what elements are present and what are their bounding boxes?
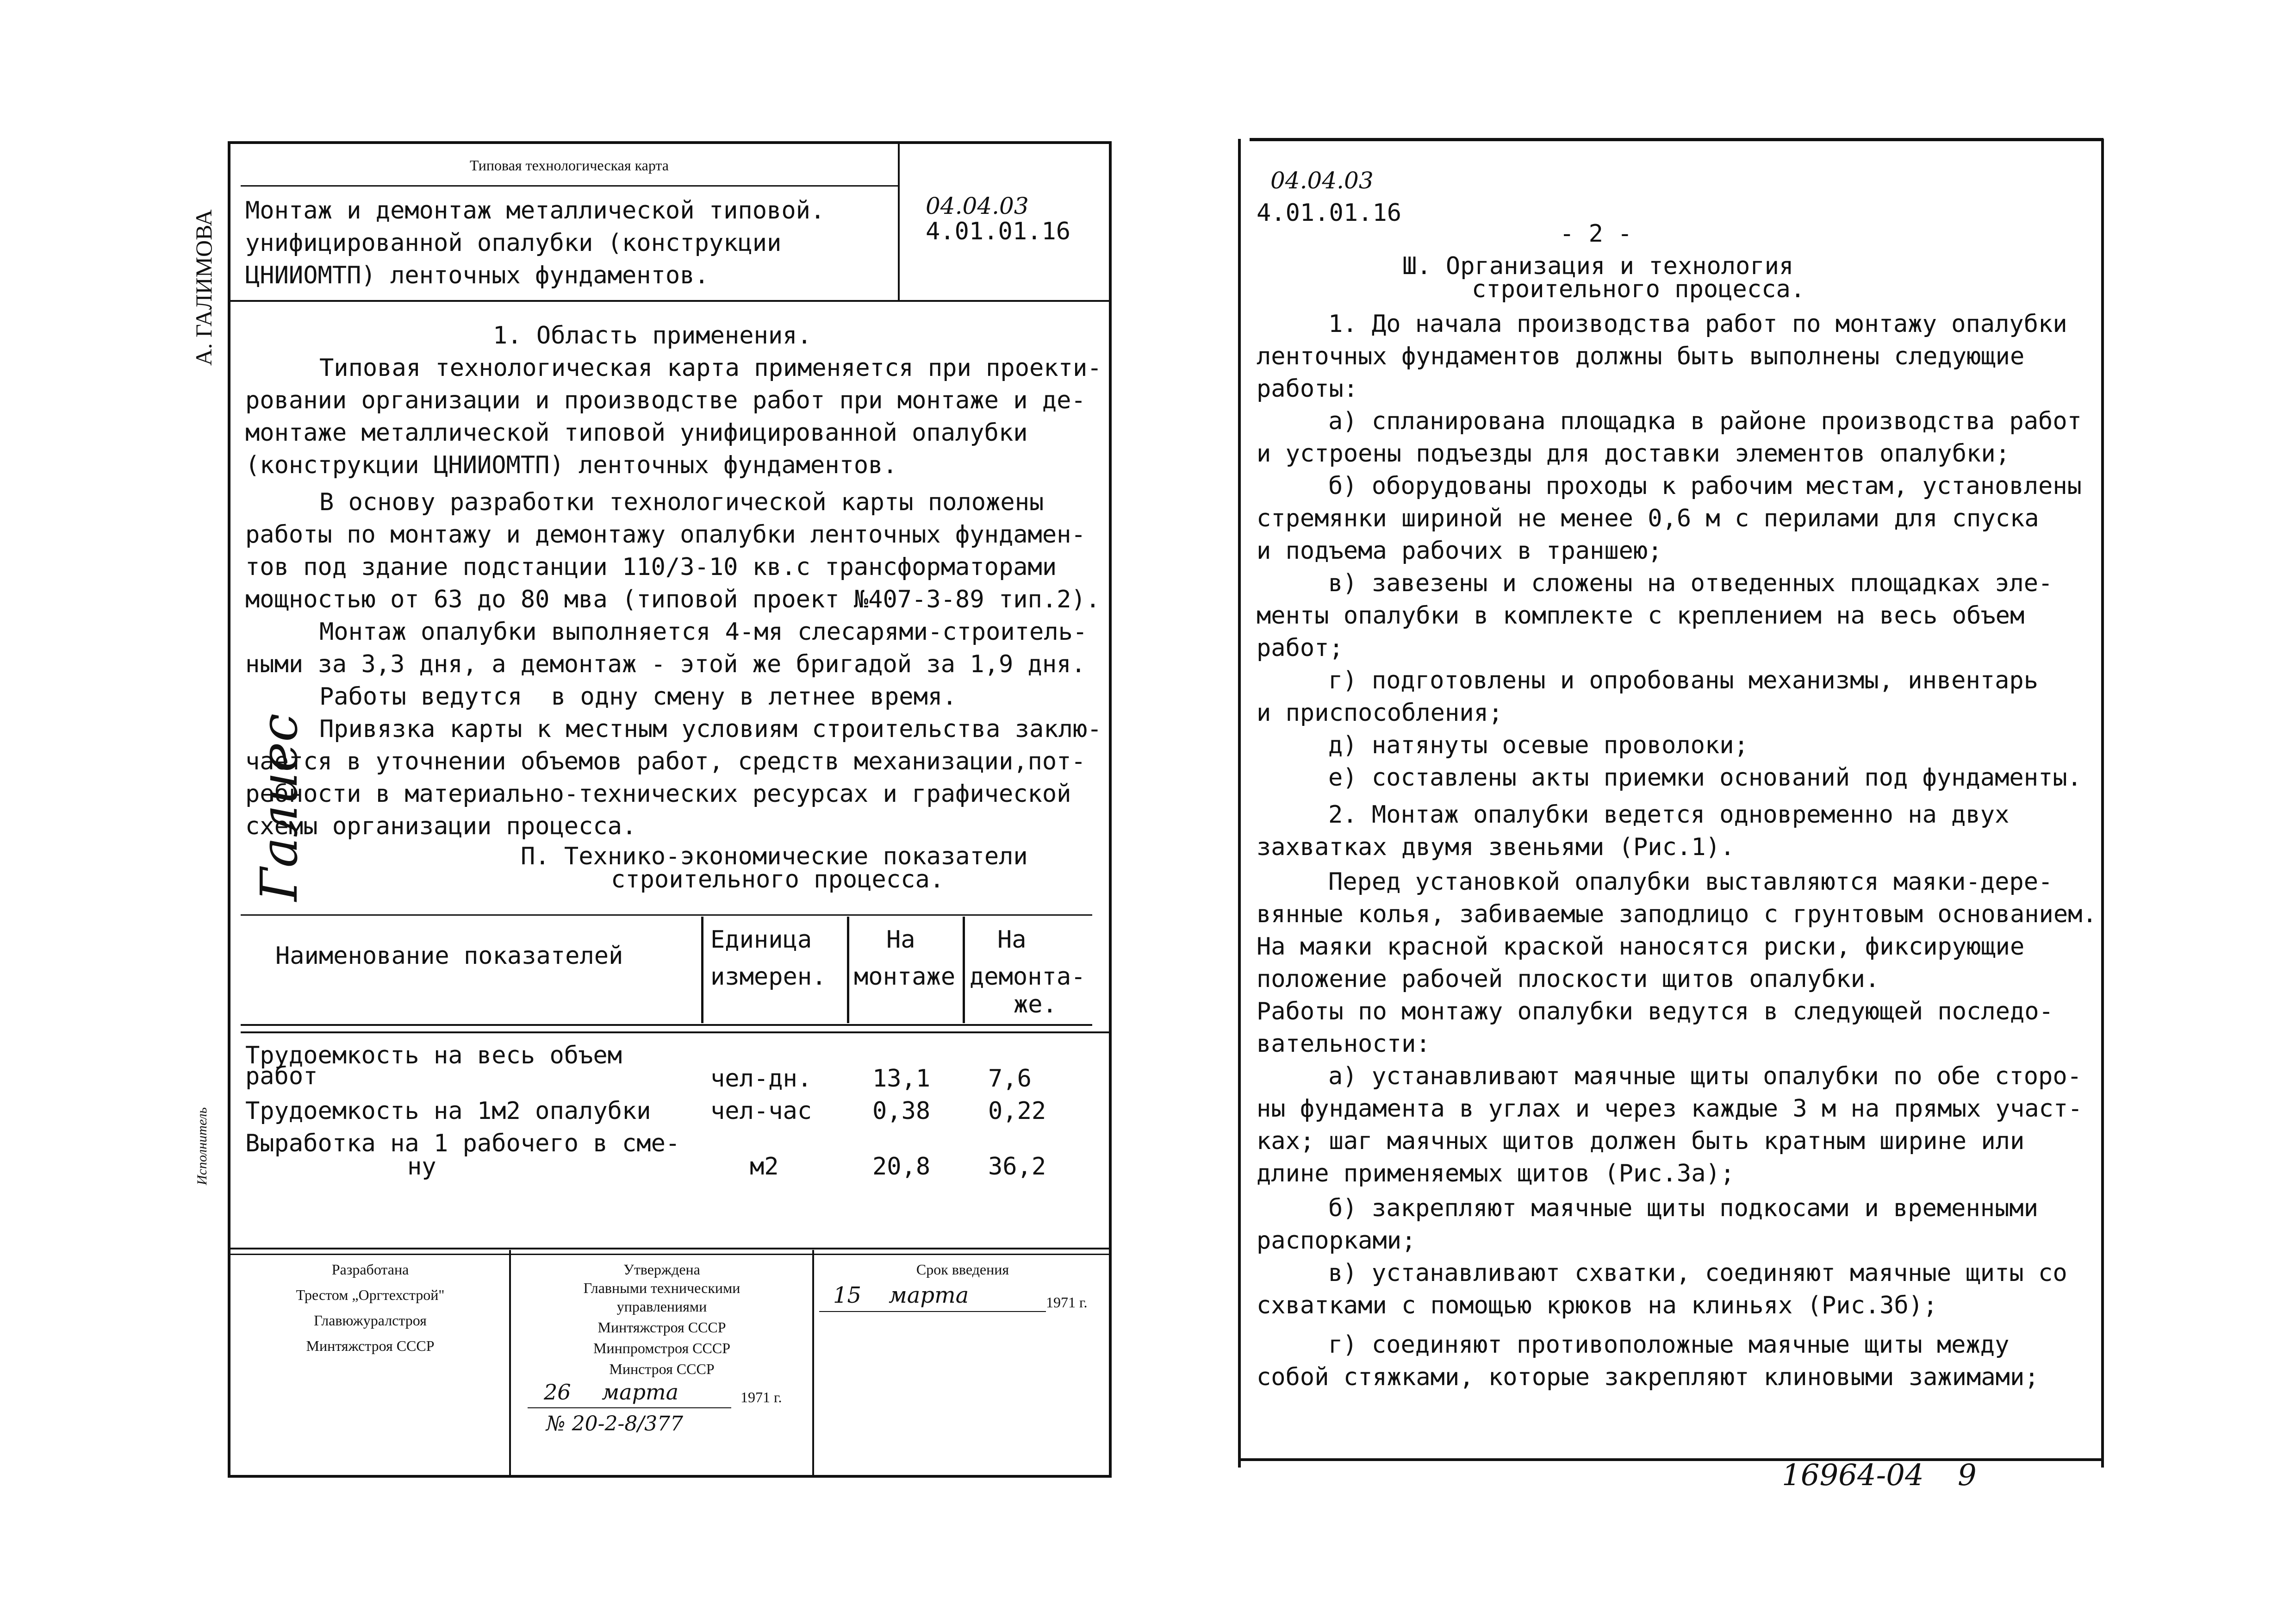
r-line-18: Перед установкой опалубки выставляются маяки-дере- (1328, 868, 2053, 896)
r-line-1: 1. До начала производства работ по монтажу опалубки (1328, 310, 2067, 338)
r-line-10: менты опалубки в комплекте с креплением на весь объем (1257, 602, 2025, 630)
right-code-printed: 4.01.01.16 (1257, 199, 1402, 227)
footer-col2-line-5: Минпромстроя СССР (593, 1340, 730, 1356)
row1-name-1: Трудоемкость на весь объем (245, 1042, 622, 1069)
row3-name-2: ну (407, 1153, 436, 1181)
footer-col2-line-6: Минстроя СССР (609, 1361, 715, 1377)
r-line-32: г) соединяют противоположные маячные щиты между (1328, 1331, 2010, 1359)
left-code-printed: 4.01.01.16 (926, 218, 1071, 245)
left-header-divider (898, 141, 900, 301)
row2-mount: 0,38 (872, 1097, 931, 1125)
s1-line-12: Привязка карты к местным условиям строительства заклю- (319, 715, 1102, 743)
approval-date-month: марта (602, 1380, 679, 1405)
th-dismount-2: демонта- (970, 963, 1086, 991)
footer-col2-line-2: Главными техническими (583, 1280, 740, 1296)
r-line-24: а) устанавливают маячные щиты опалубки по обе сторо- (1328, 1062, 2082, 1090)
r-line-17: захватках двумя звеньями (Рис.1). (1257, 833, 1735, 861)
left-header-underline (241, 185, 898, 187)
r-line-12: г) подготовлены и опробованы механизмы, инвентарь (1328, 667, 2039, 694)
section2-heading-1: П. Технико-экономические показатели (521, 843, 1028, 870)
r-line-31: схватками с помощью крюков на клиньях (Рис.3б); (1257, 1292, 1938, 1319)
s1-line-2: ровании организации и производстве работ при монтаже и де- (245, 387, 1086, 414)
effective-date-month: марта (889, 1282, 969, 1308)
table-top-rule (241, 914, 1092, 916)
row1-unit: чел-дн. (710, 1065, 812, 1093)
title-line-3: ЦНИИОМТП) ленточных фундаментов. (245, 262, 709, 289)
table-header-rule-2 (241, 1031, 1111, 1033)
s1-line-9: Монтаж опалубки выполняется 4-мя слесарями-строитель- (319, 618, 1088, 646)
left-code-handwritten: 04.04.03 (926, 193, 1029, 219)
footer-col1-line-1: Разработана (331, 1261, 409, 1278)
r-line-21: положение рабочей плоскости щитов опалубки. (1257, 965, 1880, 993)
approval-date-day: 26 (544, 1380, 571, 1405)
title-line-2: унифицированной опалубки (конструкции (245, 229, 782, 257)
row2-name-1: Трудоемкость на 1м2 опалубки (245, 1097, 651, 1125)
right-frame-top (1250, 138, 2103, 141)
right-frame-left (1238, 139, 1241, 1468)
s1-line-10: ными за 3,3 дня, а демонтаж - этой же бригадой за 1,9 дня. (245, 650, 1086, 678)
side-author-label: А. ГАЛИМОВА (191, 209, 217, 366)
left-frame-top (229, 141, 1111, 144)
row3-unit: м2 (750, 1153, 779, 1181)
s1-line-7: тов под здание подстанции 110/3-10 кв.с трансформаторами (245, 553, 1057, 581)
approval-date-year: 1971 г. (740, 1389, 782, 1405)
s1-line-4: (конструкции ЦНИИОМТП) ленточных фундаментов. (245, 451, 897, 479)
r-line-9: в) завезены и сложены на отведенных площадках эле- (1328, 569, 2053, 597)
r-line-33: собой стяжками, которые закрепляют клиновыми зажимами; (1257, 1363, 2039, 1391)
row3-dismount: 36,2 (988, 1153, 1046, 1181)
footer-col2-line-3: управлениями (616, 1298, 707, 1315)
r-line-8: и подъема рабочих в траншею; (1257, 537, 1662, 565)
footer-col1-line-4: Минтяжстроя СССР (306, 1337, 435, 1354)
th-unit-2: измерен. (710, 963, 827, 991)
footer-col2-line-4: Минтяжстроя СССР (597, 1319, 726, 1336)
table-col-divider-1 (701, 917, 703, 1023)
th-dismount-1: На (997, 926, 1027, 954)
section3-heading-2: строительного процесса. (1472, 275, 1805, 303)
th-mount-1: На (886, 926, 915, 954)
r-line-11: работ; (1257, 634, 1344, 662)
r-line-14: д) натянуты осевые проволоки; (1328, 731, 1748, 759)
left-frame-bottom (228, 1475, 1112, 1478)
row3-mount: 20,8 (872, 1153, 931, 1181)
r-line-3: работы: (1257, 375, 1358, 403)
header-label: Типовая технологическая карта (470, 157, 669, 174)
r-line-4: а) спланирована площадка в районе производства работ (1328, 407, 2082, 435)
table-col-divider-3 (963, 917, 965, 1023)
footer-top-rule-2 (229, 1254, 1111, 1255)
r-line-13: и приспособления; (1257, 699, 1503, 727)
r-line-29: распорками; (1257, 1227, 1416, 1255)
r-line-6: б) оборудованы проходы к рабочим местам, установлены (1328, 472, 2082, 500)
s1-line-3: монтаже металлической типовой унифицированной опалубки (245, 419, 1028, 447)
r-line-15: е) составлены акты приемки оснований под фундаменты. (1328, 764, 2082, 792)
left-frame-left (228, 141, 230, 1477)
effective-date-year: 1971 г. (1046, 1294, 1088, 1311)
row2-unit: чел-час (710, 1097, 812, 1125)
r-line-25: ны фундамента в углах и через каждые 3 м на прямых участ- (1257, 1095, 2083, 1123)
th-mount-2: монтаже (854, 963, 956, 991)
footer-col1-line-3: Главюжуралстроя (314, 1312, 427, 1329)
left-header-bottom (229, 300, 1111, 302)
table-header-rule (241, 1024, 1092, 1026)
r-line-20: На маяки красной краской наносятся риски, фиксирующие (1257, 933, 2025, 961)
approval-date-underline (528, 1407, 731, 1408)
r-line-30: в) устанавливают схватки, соединяют маячные щиты со (1328, 1259, 2067, 1287)
th-dismount-3: же. (1014, 991, 1057, 1018)
title-line-1: Монтаж и демонтаж металлической типовой. (245, 197, 825, 225)
r-line-22: Работы по монтажу опалубки ведутся в следующей последо- (1257, 998, 2053, 1025)
r-line-23: вательности: (1257, 1030, 1431, 1058)
th-name: Наименование показателей (275, 942, 623, 970)
bottom-code: 16964-04 (1782, 1458, 1924, 1493)
s1-line-14: ребности в материально-технических ресурсах и графической (245, 780, 1071, 808)
side-signature: Галиес (249, 713, 309, 902)
r-line-5: и устроены подъезды для доставки элементов опалубки; (1257, 440, 2010, 468)
footer-col3-label: Срок введения (916, 1261, 1009, 1278)
section1-heading: 1. Область применения. (493, 322, 812, 350)
row3-name-1: Выработка на 1 рабочего в сме- (245, 1130, 680, 1157)
s1-line-15: схемы организации процесса. (245, 812, 637, 840)
s1-line-5: В основу разработки технологической карты положены (319, 488, 1044, 516)
page-number: - 2 - (1560, 220, 1632, 248)
s1-line-1: Типовая технологическая карта применяется при проекти- (319, 354, 1102, 382)
s1-line-8: мощностью от 63 до 80 мва (типовой проект №407-3-89 тип.2). (245, 586, 1101, 613)
r-line-7: стремянки шириной не менее 0,6 м с перилами для спуска (1257, 505, 2039, 532)
s1-line-11: Работы ведутся в одну смену в летнее время. (319, 683, 957, 711)
right-frame-right (2101, 139, 2104, 1468)
footer-divider-1 (509, 1250, 511, 1477)
r-line-2: ленточных фундаментов должны быть выполнены следующие (1257, 343, 2025, 370)
section2-heading-2: строительного процесса. (611, 866, 945, 893)
table-col-divider-2 (847, 917, 849, 1023)
row1-dismount: 7,6 (988, 1065, 1032, 1093)
bottom-page-number: 9 (1958, 1458, 1977, 1493)
footer-col1-line-2: Трестом „Оргтехстрой" (296, 1287, 445, 1303)
r-line-26: ках; шаг маячных щитов должен быть кратным ширине или (1257, 1127, 2025, 1155)
row2-dismount: 0,22 (988, 1097, 1046, 1125)
row1-mount: 13,1 (872, 1065, 931, 1093)
footer-divider-2 (812, 1250, 814, 1477)
r-line-19: вянные колья, забиваемые заподлицо с грунтовым основанием. (1257, 900, 2097, 928)
section3-heading-1: Ш. Организация и технология (1402, 252, 1794, 280)
r-line-16: 2. Монтаж опалубки ведется одновременно на двух (1328, 801, 2010, 829)
footer-top-rule (229, 1248, 1111, 1249)
footer-col2-line-1: Утверждена (623, 1261, 700, 1278)
effective-date-day: 15 (833, 1282, 862, 1308)
r-line-27: длине применяемых щитов (Рис.3а); (1257, 1160, 1735, 1187)
side-executor-label: Исполнитель (194, 1107, 210, 1185)
right-code-handwritten: 04.04.03 (1270, 167, 1374, 194)
effective-date-underline (819, 1311, 1046, 1312)
row1-name-2: работ (245, 1062, 318, 1090)
s1-line-6: работы по монтажу и демонтажу опалубки ленточных фундамен- (245, 521, 1086, 549)
r-line-28: б) закрепляют маячные щиты подкосами и временными (1328, 1194, 2039, 1222)
s1-line-13: чается в уточнении объемов работ, средств механизации,пот- (245, 748, 1086, 775)
approval-number: № 20-2-8/377 (546, 1412, 684, 1436)
th-unit-1: Единица (710, 926, 812, 954)
